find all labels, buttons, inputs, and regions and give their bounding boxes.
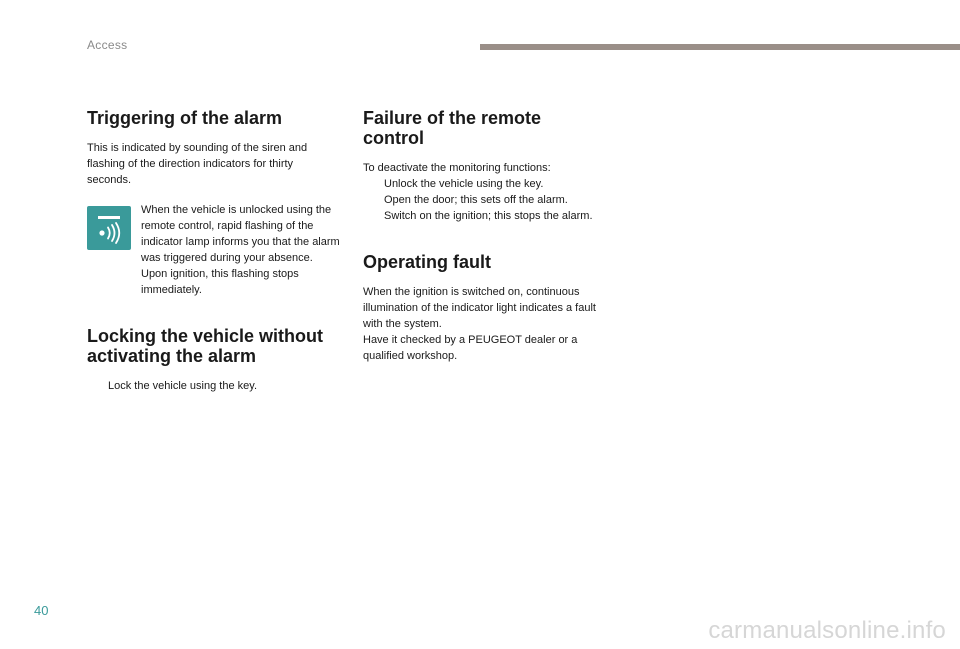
middle-column (363, 108, 623, 364)
list-item (87, 378, 339, 394)
heading-triggering: Triggering of the alarm (87, 108, 283, 128)
list-item (363, 192, 623, 208)
triggering-note (87, 202, 339, 302)
page-number: 40 (34, 603, 49, 618)
list-item-text: Open the door; this sets off the alarm. (384, 194, 568, 206)
heading-remote-failure: Failure of the remote control (363, 108, 542, 148)
header-bar (480, 44, 960, 50)
locking-steps (87, 378, 339, 394)
remote-intro: To deactivate the monitoring functions: (363, 162, 551, 174)
fault-text-2: Have it checked by a PEUGEOT dealer or a qualified workshop. (363, 334, 578, 362)
heading-operating-fault: Operating fault (363, 252, 492, 272)
list-item-text: Lock the vehicle using the key. (108, 380, 257, 392)
fault-text-1: When the ignition is switched on, continuous illumination of the indicator light indicates a fault with the system. (363, 286, 596, 330)
watermark: carmanualsonline.info (708, 617, 946, 644)
alarm-indicator-icon (87, 206, 131, 250)
triggering-note-text: When the vehicle is unlocked using the remote control, rapid flashing of the indicator lamp informs you that the alarm was triggered during your absence. Upon ignition, this flashing stops immediately. (141, 204, 340, 296)
list-item-text: Switch on the ignition; this stops the alarm. (384, 210, 593, 222)
section-label: Access (87, 38, 128, 52)
triggering-intro: This is indicated by sounding of the siren and flashing of the direction indicators for thirty seconds. (87, 142, 308, 186)
list-item (363, 176, 623, 192)
left-column (87, 108, 339, 394)
remote-steps (363, 176, 623, 224)
list-item (363, 208, 623, 224)
heading-locking: Locking the vehicle without activating the alarm (87, 326, 324, 366)
list-item-text: Unlock the vehicle using the key. (384, 178, 544, 190)
